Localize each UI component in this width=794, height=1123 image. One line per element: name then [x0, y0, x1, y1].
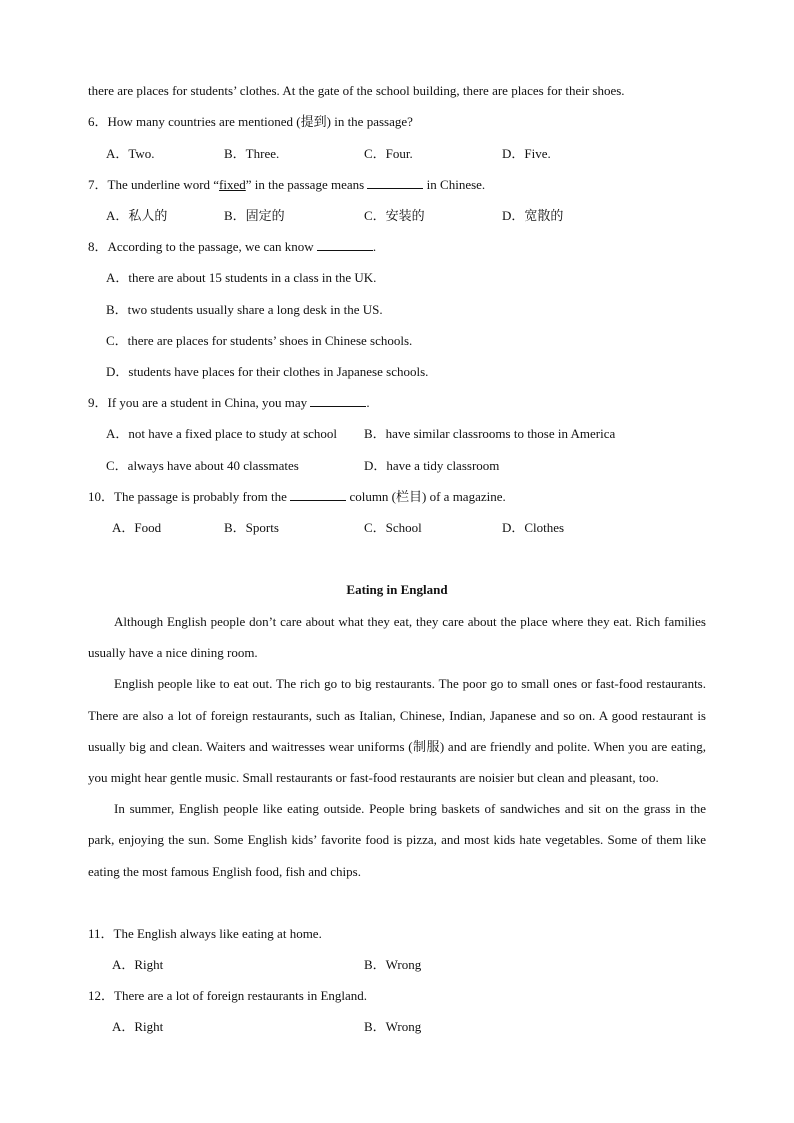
- q12-option-a[interactable]: A．Right: [112, 1019, 164, 1034]
- q7-option-d[interactable]: D．宽散的: [502, 208, 564, 223]
- passage-paragraph-1: Although English people don’t care about what they eat, they care about the place where they eat. Rich families usually have a nice dining room.: [88, 614, 706, 661]
- q7-underlined-word: fixed: [219, 177, 246, 192]
- q7-stem-before: 7．The underline word “: [88, 177, 220, 192]
- q7-stem-end: in Chinese.: [426, 177, 486, 192]
- q9-answer-blank[interactable]: [310, 394, 366, 407]
- q9-option-a[interactable]: A．not have a fixed place to study at school: [106, 426, 338, 441]
- q6-option-a[interactable]: A．Two.: [106, 146, 155, 161]
- q6-option-c[interactable]: C．Four.: [364, 146, 413, 161]
- question-6-stem: 6．How many countries are mentioned (提到) in the passage?: [88, 114, 413, 129]
- passage-paragraph-2: English people like to eat out. The rich go to big restaurants. The poor go to small ones or fast-food restaurants. There are also a lot of foreign restaurants, such as Italian, Chinese, Indian, Japanese and so on. A good restaurant is usually big and clean. Waiters and waitresses wear uniforms (制服) and are friendly and polite. When you are eating, you might hear gentle music. Small restaurants or fast-food restaurants are noisier but clean and pleasant, too.: [88, 676, 706, 786]
- q10-stem-after: column (栏目) of a magazine.: [349, 489, 506, 504]
- continued-text: there are places for students’ clothes. At the gate of the school building, there are places for their shoes.: [88, 83, 625, 98]
- q9-option-b[interactable]: B．have similar classrooms to those in America: [364, 426, 616, 441]
- q9-stem-text: 9．If you are a student in China, you may: [88, 395, 308, 410]
- question-7-stem: [88, 176, 485, 194]
- passage-body: [88, 606, 706, 887]
- q7-option-b[interactable]: B．固定的: [224, 208, 285, 223]
- q10-option-a[interactable]: A．Food: [112, 520, 162, 535]
- q8-stem-text: 8．According to the passage, we can know: [88, 239, 314, 254]
- q11-option-a[interactable]: A．Right: [112, 957, 164, 972]
- passage-title: Eating in England: [346, 582, 448, 597]
- q6-option-b[interactable]: B．Three.: [224, 146, 280, 161]
- question-12-stem: 12．There are a lot of foreign restaurants in England.: [88, 988, 368, 1003]
- q8-option-c[interactable]: C．there are places for students’ shoes in Chinese schools.: [106, 333, 413, 348]
- q8-option-b[interactable]: B．two students usually share a long desk in the US.: [106, 302, 383, 317]
- q10-option-c[interactable]: C．School: [364, 520, 422, 535]
- q9-option-c[interactable]: C．always have about 40 classmates: [106, 458, 299, 473]
- question-8-stem: 8．According to the passage, we can know .: [88, 239, 377, 254]
- q10-answer-blank[interactable]: [290, 488, 346, 501]
- q8-option-a[interactable]: A．there are about 15 students in a class in the UK.: [106, 270, 377, 285]
- q6-option-d[interactable]: D．Five.: [502, 146, 551, 161]
- q7-option-a[interactable]: A．私人的: [106, 208, 168, 223]
- q8-option-d[interactable]: D．students have places for their clothes in Japanese schools.: [106, 364, 429, 379]
- q8-answer-blank[interactable]: [317, 238, 373, 251]
- q9-option-d[interactable]: D．have a tidy classroom: [364, 458, 500, 473]
- q7-answer-blank[interactable]: [367, 176, 423, 189]
- q10-option-b[interactable]: B．Sports: [224, 520, 279, 535]
- q11-option-b[interactable]: B．Wrong: [364, 957, 422, 972]
- q12-option-b[interactable]: B．Wrong: [364, 1019, 422, 1034]
- passage-paragraph-3: In summer, English people like eating outside. People bring baskets of sandwiches and sit on the grass in the park, enjoying the sun. Some English kids’ favorite food is pizza, and most kids hate vegetables. Some of them like eating the most famous English food, fish and chips.: [88, 801, 706, 879]
- question-10-stem: [88, 488, 506, 506]
- q7-stem-after: ” in the passage means: [245, 177, 365, 192]
- question-9-stem: 9．If you are a student in China, you may .: [88, 395, 370, 410]
- q10-option-d[interactable]: D．Clothes: [502, 520, 565, 535]
- q10-stem-before: 10．The passage is probably from the: [88, 489, 287, 504]
- q7-option-c[interactable]: C．安装的: [364, 208, 425, 223]
- question-11-stem: 11．The English always like eating at home.: [88, 926, 322, 941]
